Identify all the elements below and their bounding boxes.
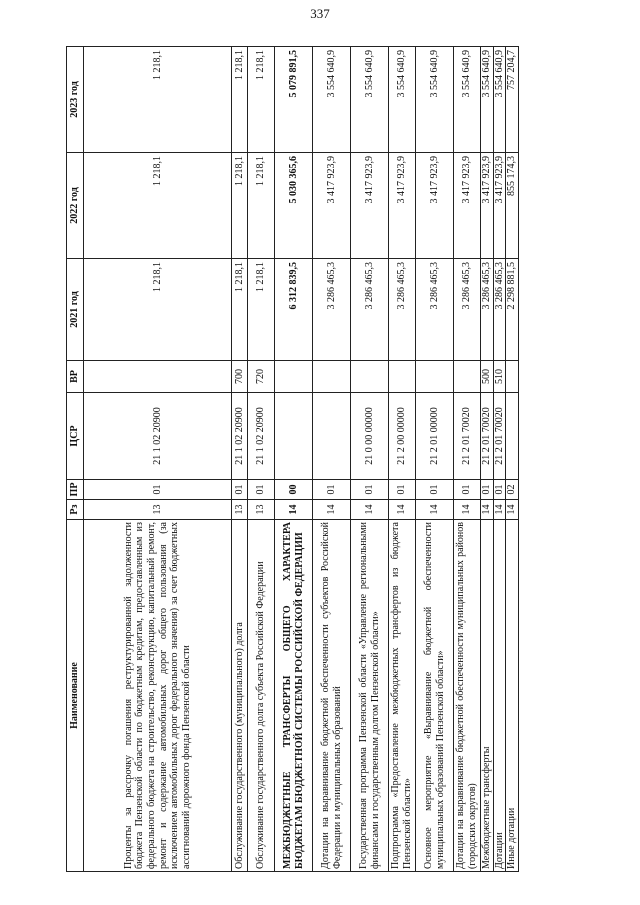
y2022-cell: 3 417 923,9 [416, 153, 454, 259]
rz-cell: 13 [84, 500, 232, 520]
name-cell: Подпрограмма «Предоставление межбюджетных трансфертов из бюджета Пензенской области» [389, 520, 416, 872]
y2022-header: 2022 год [67, 153, 84, 259]
csr-cell [506, 393, 519, 480]
csr-cell: 21 1 02 20900 [232, 393, 248, 480]
csr-cell [313, 393, 351, 480]
vr-cell [506, 361, 519, 393]
y2023-cell: 3 554 640,9 [389, 47, 416, 153]
name-cell: Обслуживание государственного (муниципального) долга [232, 520, 248, 872]
y2023-cell: 3 554 640,9 [313, 47, 351, 153]
y2023-cell: 1 218,1 [232, 47, 248, 153]
y2022-cell: 3 417 923,9 [351, 153, 389, 259]
y2021-cell: 3 286 465,3 [351, 259, 389, 361]
y2022-cell: 1 218,1 [248, 153, 275, 259]
rz-header: Рз [67, 500, 84, 520]
rz-cell: 14 [481, 500, 494, 520]
y2021-cell: 3 286 465,3 [481, 259, 494, 361]
vr-cell [454, 361, 481, 393]
table-row [275, 47, 313, 872]
y2021-cell: 6 312 839,5 [275, 259, 313, 361]
y2022-cell: 5 030 365,6 [275, 153, 313, 259]
y2021-cell: 3 286 465,3 [313, 259, 351, 361]
table-row [351, 47, 389, 872]
rz-cell: 14 [389, 500, 416, 520]
pr-cell: 01 [454, 480, 481, 500]
pr-cell: 01 [493, 480, 506, 500]
rz-cell: 14 [275, 500, 313, 520]
csr-cell: 21 2 01 00000 [416, 393, 454, 480]
y2021-cell: 2 298 881,5 [506, 259, 519, 361]
name-cell: Межбюджетные трансферты [481, 520, 494, 872]
y2021-cell: 3 286 465,3 [389, 259, 416, 361]
budget-table-rotated [66, 47, 574, 872]
y2021-cell: 1 218,1 [232, 259, 248, 361]
y2022-cell: 3 417 923,9 [454, 153, 481, 259]
name-cell: Государственная программа Пензенской области «Управление региональными финансами и государственным долгом Пензенской области» [351, 520, 389, 872]
vr-cell [351, 361, 389, 393]
vr-header: ВР [67, 361, 84, 393]
rz-cell: 13 [232, 500, 248, 520]
csr-cell: 21 2 01 70020 [454, 393, 481, 480]
vr-cell: 500 [481, 361, 494, 393]
y2022-cell: 855 174,3 [506, 153, 519, 259]
rz-cell: 13 [248, 500, 275, 520]
name-cell: Иные дотации [506, 520, 519, 872]
csr-cell: 21 2 00 00000 [389, 393, 416, 480]
y2021-cell: 3 286 465,3 [493, 259, 506, 361]
budget-table [66, 46, 519, 872]
table-row [232, 47, 248, 872]
csr-cell: 21 1 02 20900 [84, 393, 232, 480]
rz-cell: 14 [351, 500, 389, 520]
vr-cell [389, 361, 416, 393]
pr-cell: 01 [416, 480, 454, 500]
pr-cell: 00 [275, 480, 313, 500]
name-cell: Проценты за рассрочку погашения реструктурированной задолженности бюджета Пензенской области по бюджетным кредитам, предоставленным из федерального бюджета на строительство, реконструкцию, капитальный ремонт, ремонт и содержание автомобильных дорог общего пользования (за исключением автомобильных дорог федерального значения) за счет бюджетных ассигнований дорожного фонда Пензенской области [84, 520, 232, 872]
table-header-row [67, 47, 84, 872]
vr-cell: 510 [493, 361, 506, 393]
y2023-cell: 3 554 640,9 [481, 47, 494, 153]
name-header: Наименование [67, 520, 84, 872]
name-cell: Обслуживание государственного долга субъекта Российской Федерации [248, 520, 275, 872]
rz-cell: 14 [416, 500, 454, 520]
name-cell: Дотации [493, 520, 506, 872]
pr-cell: 01 [248, 480, 275, 500]
y2023-cell: 5 079 891,5 [275, 47, 313, 153]
csr-header: ЦСР [67, 393, 84, 480]
y2021-header: 2021 год [67, 259, 84, 361]
name-cell: Основное мероприятие «Выравнивание бюджетной обеспеченности муниципальных образований Пензенской области» [416, 520, 454, 872]
y2023-cell: 3 554 640,9 [493, 47, 506, 153]
y2023-header: 2023 год [67, 47, 84, 153]
pr-cell: 01 [84, 480, 232, 500]
table-row [481, 47, 494, 872]
table-row [506, 47, 519, 872]
y2022-cell: 3 417 923,9 [389, 153, 416, 259]
y2021-cell: 1 218,1 [84, 259, 232, 361]
table-row [454, 47, 481, 872]
name-cell: Дотации на выравнивание бюджетной обеспеченности муниципальных районов (городских округов) [454, 520, 481, 872]
y2023-cell: 3 554 640,9 [351, 47, 389, 153]
rz-cell: 14 [454, 500, 481, 520]
pr-cell: 02 [506, 480, 519, 500]
y2023-cell: 3 554 640,9 [416, 47, 454, 153]
vr-cell [275, 361, 313, 393]
name-cell: МЕЖБЮДЖЕТНЫЕ ТРАНСФЕРТЫ ОБЩЕГО ХАРАКТЕРА БЮДЖЕТАМ БЮДЖЕТНОЙ СИСТЕМЫ РОССИЙСКОЙ ФЕДЕРАЦИИ [275, 520, 313, 872]
vr-cell: 720 [248, 361, 275, 393]
vr-cell [416, 361, 454, 393]
y2021-cell: 1 218,1 [248, 259, 275, 361]
y2022-cell: 1 218,1 [232, 153, 248, 259]
pr-cell: 01 [232, 480, 248, 500]
rz-cell: 14 [506, 500, 519, 520]
y2022-cell: 3 417 923,9 [313, 153, 351, 259]
page-number: 337 [310, 6, 330, 21]
pr-cell: 01 [389, 480, 416, 500]
y2021-cell: 3 286 465,3 [454, 259, 481, 361]
rz-cell: 14 [493, 500, 506, 520]
csr-cell [275, 393, 313, 480]
y2023-cell: 757 204,7 [506, 47, 519, 153]
table-row [493, 47, 506, 872]
table-row [248, 47, 275, 872]
table-row [416, 47, 454, 872]
csr-cell: 21 1 02 20900 [248, 393, 275, 480]
pr-header: ПР [67, 480, 84, 500]
csr-cell: 21 0 00 00000 [351, 393, 389, 480]
table-row [389, 47, 416, 872]
vr-cell [84, 361, 232, 393]
y2023-cell: 1 218,1 [248, 47, 275, 153]
pr-cell: 01 [481, 480, 494, 500]
y2022-cell: 3 417 923,9 [481, 153, 494, 259]
vr-cell [313, 361, 351, 393]
name-cell: Дотации на выравнивание бюджетной обеспеченности субъектов Российской Федерации и муниципальных образований [313, 520, 351, 872]
table-body [84, 47, 519, 872]
vr-cell: 700 [232, 361, 248, 393]
table-row [84, 47, 232, 872]
table-row [313, 47, 351, 872]
y2023-cell: 3 554 640,9 [454, 47, 481, 153]
pr-cell: 01 [351, 480, 389, 500]
y2023-cell: 1 218,1 [84, 47, 232, 153]
rz-cell: 14 [313, 500, 351, 520]
y2022-cell: 1 218,1 [84, 153, 232, 259]
pr-cell: 01 [313, 480, 351, 500]
y2021-cell: 3 286 465,3 [416, 259, 454, 361]
csr-cell: 21 2 01 70020 [481, 393, 494, 480]
csr-cell: 21 2 01 70020 [493, 393, 506, 480]
y2022-cell: 3 417 923,9 [493, 153, 506, 259]
